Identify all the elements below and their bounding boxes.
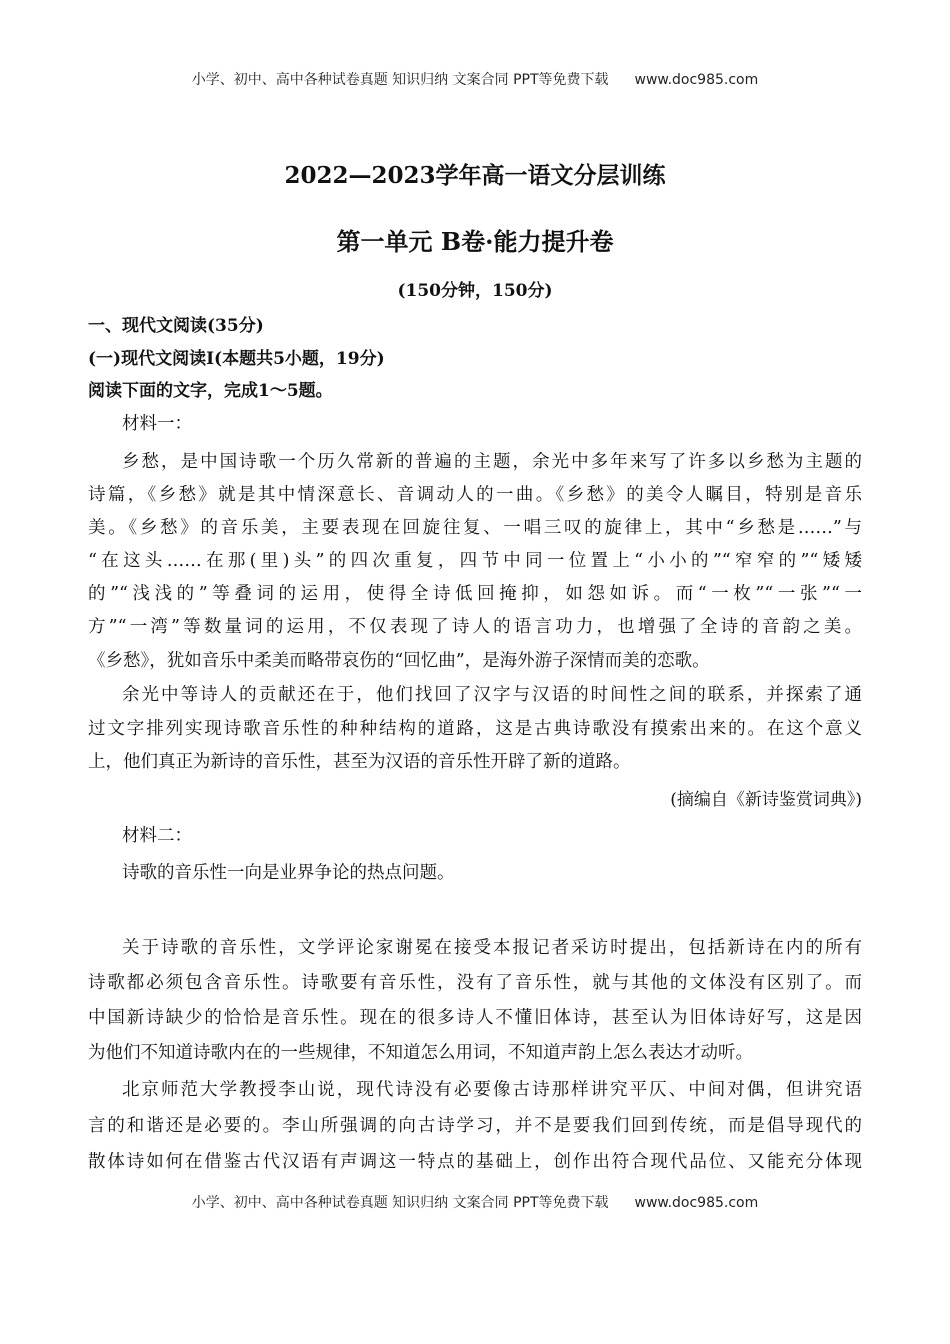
paragraph-line: 为他们不知道诗歌内在的一些规律，不知道怎么用词，不知道声韵上怎么表达才动听。 (88, 1043, 753, 1063)
paragraph-line: 散体诗如何在借鉴古代汉语有声调这一特点的基础上，创作出符合现代品位、又能充分体现 (88, 1152, 862, 1172)
source-citation: (摘编自《新诗鉴赏词典》) (670, 790, 862, 810)
paragraph-line: 乡愁，是中国诗歌一个历久常新的普遍的主题，余光中多年来写了许多以乡愁为主题的 (122, 452, 862, 472)
paragraph-line: 关于诗歌的音乐性，文学评论家谢冕在接受本报记者采访时提出，包括新诗在内的所有 (122, 938, 862, 958)
paragraph-line: “在这头……在那(里)头”的四次重复，四节中同一位置上“小小的”“窄窄的”“矮矮 (88, 551, 862, 571)
paragraph-line: 的”“浅浅的”等叠词的运用，使得全诗低回掩抑，如怨如诉。而“一枚”“一张”“一 (88, 584, 862, 604)
paragraph-line: 诗篇，《乡愁》就是其中情深意长、音调动人的一曲。《乡愁》的美令人瞩目，特别是音乐 (88, 485, 862, 505)
header-text: 小学、初中、高中各种试卷真题 知识归纳 文案合同 PPT等免费下载 (191, 72, 609, 88)
instruction: 阅读下面的文字，完成1～5题。 (88, 381, 333, 401)
paragraph-line: 上，他们真正为新诗的音乐性，甚至为汉语的音乐性开辟了新的道路。 (88, 752, 631, 772)
exam-time: (150分钟，150分) (397, 281, 553, 301)
paragraph-line: 北京师范大学教授李山说，现代诗没有必要像古诗那样讲究平仄、中间对偶，但讲究语 (122, 1080, 862, 1100)
paragraph-line: 《乡愁》，犹如音乐中柔美而略带哀伤的“回忆曲”，是海外游子深情而美的恋歌。 (88, 651, 710, 671)
section-heading: 一、现代文阅读(35分) (88, 316, 264, 336)
paragraph-line: 美。《乡愁》的音乐美，主要表现在回旋往复、一唱三叹的旋律上，其中“乡愁是……”与 (88, 518, 862, 538)
header-url[interactable]: www.doc985.com (634, 72, 759, 88)
footer-url[interactable]: www.doc985.com (634, 1195, 759, 1211)
subsection-heading: (一)现代文阅读Ⅰ(本题共5小题，19分) (88, 349, 385, 369)
material-label: 材料二： (122, 826, 192, 846)
paragraph-line: 中国新诗缺少的恰恰是音乐性。现在的很多诗人不懂旧体诗，甚至认为旧体诗好写，这是因 (88, 1008, 862, 1028)
page-footer (0, 1192, 950, 1212)
doc-subtitle: 第一单元 B卷·能力提升卷 (336, 227, 614, 256)
paragraph-line: 诗歌都必须包含音乐性。诗歌要有音乐性，没有了音乐性，就与其他的文体没有区别了。而 (88, 973, 862, 993)
paragraph-line: 诗歌的音乐性一向是业界争论的热点问题。 (122, 863, 455, 883)
paragraph-line: 过文字排列实现诗歌音乐性的种种结构的道路，这是古典诗歌没有摸索出来的。在这个意义 (88, 719, 862, 739)
paragraph-line: 方”“一湾”等数量词的运用，不仅表现了诗人的语言功力，也增强了全诗的音韵之美。 (88, 617, 862, 637)
paragraph-line: 言的和谐还是必要的。李山所强调的向古诗学习，并不是要我们回到传统，而是倡导现代的 (88, 1116, 862, 1136)
footer-text: 小学、初中、高中各种试卷真题 知识归纳 文案合同 PPT等免费下载 (191, 1195, 609, 1211)
doc-title: 2022—2023学年高一语文分层训练 (284, 162, 666, 189)
material-label: 材料一： (122, 414, 192, 434)
paragraph-line: 余光中等诗人的贡献还在于，他们找回了汉字与汉语的时间性之间的联系，并探索了通 (122, 685, 862, 705)
page-header (0, 69, 950, 89)
